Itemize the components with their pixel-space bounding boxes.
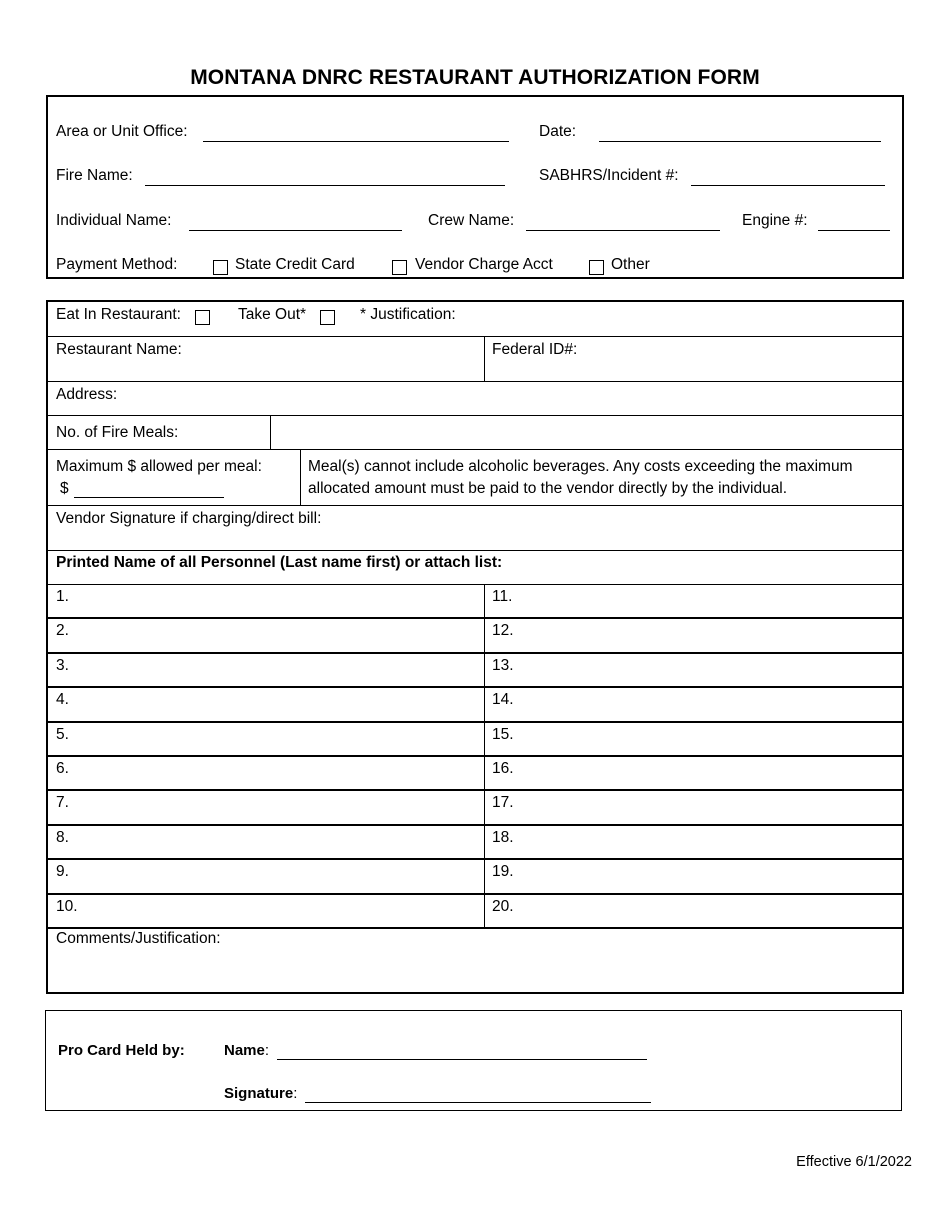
personnel-number-right: 18. [492,828,514,846]
personnel-number-right: 16. [492,760,514,777]
personnel-number-right: 19. [492,863,514,881]
personnel-number-left: 9. [56,863,69,881]
procard-name-field[interactable] [277,1059,647,1060]
procard-name-colon: : [264,1042,270,1059]
restaurant-name-row [48,337,902,382]
fire-meals-label: No. of Fire Meals: [56,424,179,441]
procard-box [45,1010,902,1111]
procard-name-label [224,1042,269,1059]
column-divider [484,826,485,858]
personnel-number-left: 8. [56,828,69,846]
personnel-number-right: 11. [492,588,513,605]
restaurant-details-table [46,300,904,994]
engine-field[interactable] [818,230,890,231]
personnel-row [48,654,902,688]
address-label: Address: [56,386,118,403]
personnel-number-left: 7. [56,794,69,812]
take-out-label: Take Out* [238,306,307,323]
individual-name-label: Individual Name: [56,212,172,229]
vendor-signature-label: Vendor Signature if charging/direct bill: [56,510,322,527]
payment-method-label: Payment Method: [56,256,178,273]
sabhrs-label: SABHRS/Incident #: [539,167,679,184]
procard-name-text: Name [224,1042,265,1059]
personnel-number-right: 17. [492,794,514,812]
fire-meals-row [48,416,902,450]
date-label: Date: [539,123,577,140]
column-divider [484,791,485,823]
personnel-row [48,585,902,619]
individual-name-field[interactable] [189,230,402,231]
area-office-label: Area or Unit Office: [56,123,188,140]
procard-signature-text: Signature [224,1085,294,1102]
dollar-sign: $ [60,480,69,497]
column-divider [484,895,485,927]
fire-name-field[interactable] [145,185,505,186]
other-checkbox[interactable] [589,260,604,275]
personnel-number-right: 20. [492,897,514,915]
column-divider [300,450,301,505]
column-divider [484,688,485,720]
personnel-number-left: 1. [56,588,69,605]
personnel-row [48,619,902,653]
crew-name-field[interactable] [526,230,720,231]
personnel-number-left: 2. [56,622,69,640]
personnel-number-right: 14. [492,691,514,709]
column-divider [484,723,485,755]
comments-label: Comments/Justification: [56,930,221,947]
vendor-charge-acct-checkbox[interactable] [392,260,407,275]
max-allowed-row [48,450,902,506]
procard-signature-field[interactable] [305,1102,651,1103]
personnel-number-left: 6. [56,760,69,777]
personnel-heading: Printed Name of all Personnel (Last name first) or attach list: [56,554,503,571]
personnel-number-right: 12. [492,622,514,640]
personnel-row [48,757,902,791]
personnel-number-left: 4. [56,691,69,709]
meal-note-line-2: allocated amount must be paid to the vendor directly by the individual. [308,480,788,497]
column-divider [484,757,485,789]
engine-label: Engine #: [742,212,808,229]
column-divider [484,654,485,686]
sabhrs-field[interactable] [691,185,885,186]
personnel-heading-row [48,551,902,585]
personnel-row [48,826,902,860]
address-row[interactable] [48,382,902,416]
eat-in-row [48,302,902,337]
form-title: MONTANA DNRC RESTAURANT AUTHORIZATION FORM [190,66,760,89]
max-allowed-field[interactable] [74,497,224,498]
personnel-row [48,860,902,894]
restaurant-name-label: Restaurant Name: [56,341,182,358]
eat-in-label: Eat In Restaurant: [56,306,181,323]
max-allowed-label: Maximum $ allowed per meal: [56,458,262,475]
personnel-number-left: 10. [56,897,78,915]
personnel-number-left: 5. [56,725,69,743]
meal-note-line-1: Meal(s) cannot include alcoholic beverages. Any costs exceeding the maximum [308,458,853,475]
personnel-row [48,723,902,757]
other-label: Other [611,256,650,273]
eat-in-checkbox[interactable] [195,310,210,325]
state-credit-card-checkbox[interactable] [213,260,228,275]
area-office-field[interactable] [203,141,509,142]
vendor-signature-row[interactable] [48,506,902,551]
fire-name-label: Fire Name: [56,167,133,184]
column-divider [484,337,485,381]
crew-name-label: Crew Name: [428,212,515,229]
header-info-box [46,95,904,279]
personnel-row [48,688,902,722]
column-divider [484,619,485,651]
justification-label: * Justification: [360,306,456,323]
personnel-number-left: 3. [56,656,69,674]
effective-date: Effective 6/1/2022 [796,1154,912,1170]
procard-signature-colon: : [293,1085,298,1102]
federal-id-label: Federal ID#: [492,341,578,358]
column-divider [484,585,485,617]
column-divider [270,416,271,449]
vendor-charge-acct-label: Vendor Charge Acct [415,256,553,273]
personnel-row [48,791,902,825]
column-divider [484,860,485,892]
personnel-number-right: 15. [492,725,514,743]
personnel-number-right: 13. [492,656,514,674]
state-credit-card-label: State Credit Card [235,256,355,273]
procard-signature-label [224,1085,297,1102]
date-field[interactable] [599,141,881,142]
take-out-checkbox[interactable] [320,310,335,325]
procard-held-by-label: Pro Card Held by: [58,1042,185,1059]
personnel-row [48,895,902,929]
